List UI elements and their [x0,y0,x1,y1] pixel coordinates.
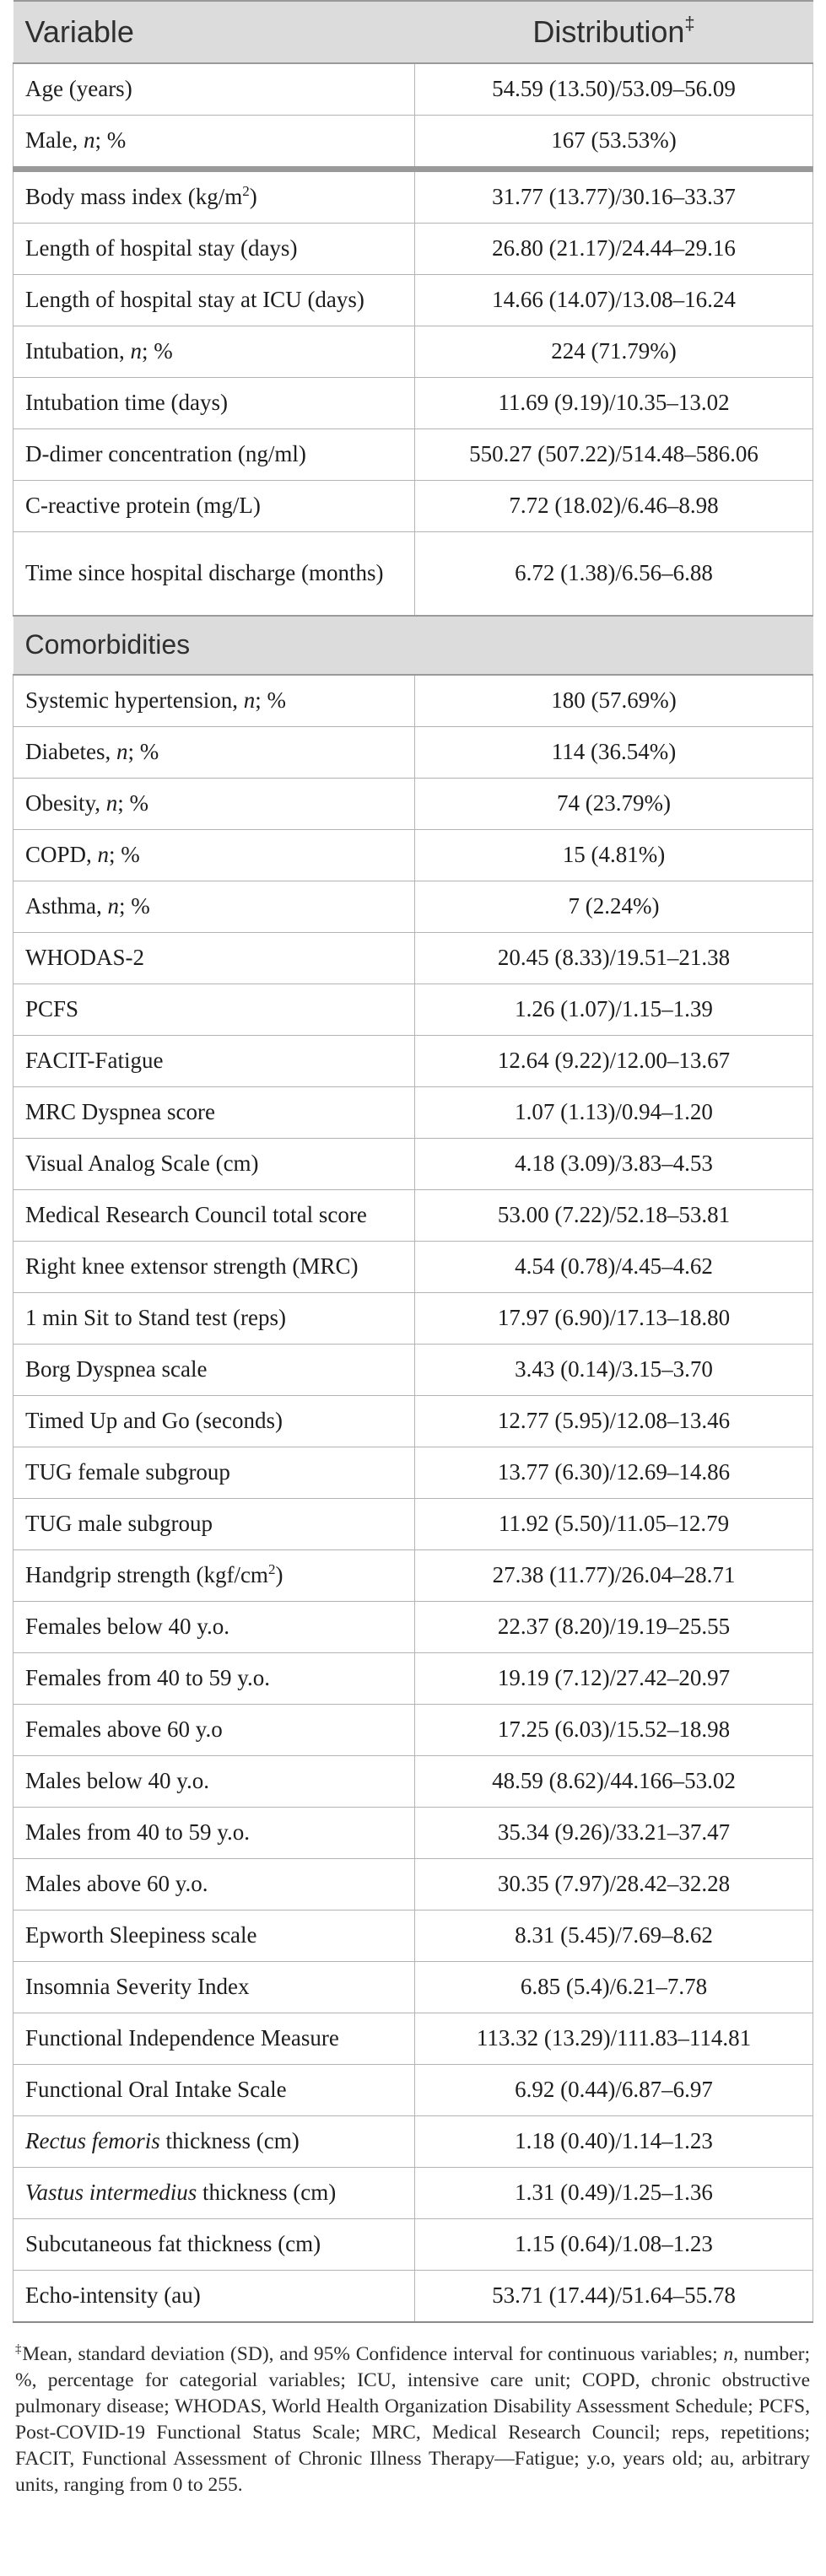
variable-name: Body mass index (kg/m [25,184,243,210]
footnote-n: n [723,2342,734,2365]
table-row [13,1447,813,1499]
variable-name: Functional Oral Intake Scale [25,2077,287,2103]
variable-name: Intubation time (days) [25,390,228,416]
footnote-mark: ‡ [684,13,695,34]
column-header-distribution [415,1,813,63]
variable-name: Males from 40 to 59 y.o. [25,1819,250,1846]
table-row [13,1859,813,1910]
table-row [13,1705,813,1756]
variable-name: Male, [25,127,84,154]
distribution-cell: 4.54 (0.78)/4.45–4.62 [415,1242,813,1293]
variable-name: Intubation, [25,338,131,364]
distribution-cell: 48.59 (8.62)/44.166–53.02 [415,1756,813,1808]
table-row [13,2219,813,2271]
section-heading-comorbidities: Comorbidities [13,616,813,675]
distribution-cell: 74 (23.79%) [415,779,813,830]
table-row [13,1808,813,1859]
table-row [13,933,813,984]
variable-unit-italic: n [97,842,110,868]
variable-cell [13,1756,415,1808]
distribution-cell: 53.71 (17.44)/51.64–55.78 [415,2271,813,2323]
variable-name: C-reactive protein (mg/L) [25,493,261,519]
table-row [13,378,813,429]
distribution-cell: 550.27 (507.22)/514.48–586.06 [415,429,813,481]
table-row [13,224,813,275]
variable-cell [13,2219,415,2271]
distribution-cell: 1.31 (0.49)/1.25–1.36 [415,2168,813,2219]
variable-unit-italic: n [130,338,142,364]
distribution-cell: 30.35 (7.97)/28.42–32.28 [415,1859,813,1910]
variable-name: FACIT-Fatigue [25,1048,164,1074]
data-table [13,0,813,2323]
variable-cell [13,984,415,1036]
header-row [13,1,813,63]
table-row [13,116,813,170]
variable-unit-suffix: ; % [94,127,127,154]
table-row [13,830,813,881]
variable-unit-suffix: ; % [119,893,150,919]
table-row [13,1087,813,1139]
table-row [13,1190,813,1242]
table-row [13,275,813,326]
variable-name: Females below 40 y.o. [25,1614,229,1640]
table-row [13,2271,813,2323]
distribution-cell: 11.92 (5.50)/11.05–12.79 [415,1499,813,1550]
variable-name: Visual Analog Scale (cm) [25,1151,259,1177]
variable-unit-italic: n [83,127,95,154]
distribution-cell: 22.37 (8.20)/19.19–25.55 [415,1602,813,1653]
distribution-cell: 53.00 (7.22)/52.18–53.81 [415,1190,813,1242]
variable-cell [13,1808,415,1859]
variable-cell [13,2116,415,2168]
variable-cell [13,2013,415,2065]
distribution-cell: 6.85 (5.4)/6.21–7.78 [415,1962,813,2013]
variable-name: Diabetes, [25,739,116,765]
distribution-cell: 1.18 (0.40)/1.14–1.23 [415,2116,813,2168]
variable-name: MRC Dyspnea score [25,1099,215,1125]
distribution-cell: 20.45 (8.33)/19.51–21.38 [415,933,813,984]
table-row [13,1550,813,1602]
variable-name: Timed Up and Go (seconds) [25,1408,283,1434]
variable-cell [13,1550,415,1602]
variable-cell [13,933,415,984]
variable-name: Males above 60 y.o. [25,1871,208,1897]
variable-name-italic: Rectus femoris [25,2128,160,2154]
footnote-text-1: Mean, standard deviation (SD), and 95% Confidence interval for continuous variables; [22,2342,724,2365]
distribution-cell: 26.80 (21.17)/24.44–29.16 [415,224,813,275]
variable-cell [13,1705,415,1756]
variable-unit-suffix: ) [275,1562,283,1588]
variable-unit-suffix: ; % [141,338,173,364]
variable-name: D-dimer concentration (ng/ml) [25,441,306,467]
variable-cell [13,532,415,617]
table-row [13,2116,813,2168]
variable-unit-suffix: ; % [255,687,286,714]
variable-cell [13,1293,415,1345]
table-row [13,779,813,830]
variable-name: Asthma, [25,893,108,919]
distribution-cell: 31.77 (13.77)/30.16–33.37 [415,170,813,224]
variable-cell [13,881,415,933]
variable-name: Right knee extensor strength (MRC) [25,1253,359,1280]
distribution-cell: 114 (36.54%) [415,727,813,779]
footnote [13,2336,813,2498]
table-row [13,170,813,224]
variable-cell [13,224,415,275]
variable-name: 1 min Sit to Stand test (reps) [25,1305,286,1331]
distribution-cell: 17.25 (6.03)/15.52–18.98 [415,1705,813,1756]
variable-cell [13,1602,415,1653]
variable-name: Time since hospital discharge (months) [25,560,384,586]
variable-unit-italic: n [243,687,256,714]
distribution-cell: 224 (71.79%) [415,326,813,378]
table-row [13,1036,813,1087]
variable-cell [13,1036,415,1087]
variable-name: PCFS [25,996,79,1022]
table-row [13,984,813,1036]
variable-unit-suffix: ; % [117,790,148,816]
variable-unit-superscript: 2 [242,183,250,200]
table-row [13,1653,813,1705]
variable-cell [13,1190,415,1242]
distribution-cell: 1.26 (1.07)/1.15–1.39 [415,984,813,1036]
variable-cell [13,63,415,116]
table-row [13,2013,813,2065]
table-container [13,0,813,2518]
distribution-cell: 27.38 (11.77)/26.04–28.71 [415,1550,813,1602]
distribution-cell: 11.69 (9.19)/10.35–13.02 [415,378,813,429]
table-row [13,1602,813,1653]
distribution-cell: 54.59 (13.50)/53.09–56.09 [415,63,813,116]
variable-cell [13,1139,415,1190]
variable-cell [13,481,415,532]
variable-name: Age (years) [25,76,132,102]
variable-name: Functional Independence Measure [25,2025,339,2051]
variable-name: Females above 60 y.o [25,1716,223,1743]
variable-name: Length of hospital stay (days) [25,235,298,261]
variable-unit-superscript: 2 [267,1561,276,1578]
table-row [13,675,813,727]
table-row [13,1499,813,1550]
variable-cell [13,830,415,881]
variable-name: thickness (cm) [159,2128,300,2154]
variable-cell [13,116,415,170]
distribution-cell: 1.07 (1.13)/0.94–1.20 [415,1087,813,1139]
table-row [13,727,813,779]
section-row [13,616,813,675]
variable-cell [13,1859,415,1910]
variable-cell [13,170,415,224]
variable-unit-suffix: ; % [109,842,140,868]
distribution-cell: 3.43 (0.14)/3.15–3.70 [415,1345,813,1396]
variable-unit-italic: n [107,893,119,919]
distribution-cell: 1.15 (0.64)/1.08–1.23 [415,2219,813,2271]
table-row [13,1242,813,1293]
variable-name: Systemic hypertension, [25,687,244,714]
table-row [13,326,813,378]
footnote-symbol: ‡ [15,2342,23,2356]
variable-name: WHODAS-2 [25,945,144,971]
variable-unit-suffix: ) [249,184,257,210]
column-header-distribution-label: Distribution [532,14,685,49]
variable-cell [13,2271,415,2323]
variable-cell [13,2168,415,2219]
distribution-cell: 4.18 (3.09)/3.83–4.53 [415,1139,813,1190]
variable-name: Epworth Sleepiness scale [25,1922,257,1948]
variable-name: TUG female subgroup [25,1459,230,1485]
distribution-cell: 19.19 (7.12)/27.42–20.97 [415,1653,813,1705]
variable-cell [13,1447,415,1499]
variable-cell [13,727,415,779]
variable-name: Echo-intensity (au) [25,2282,201,2309]
variable-unit-italic: n [116,739,128,765]
variable-cell [13,675,415,727]
column-header-variable: Variable [13,1,415,63]
variable-name: Length of hospital stay at ICU (days) [25,287,364,313]
distribution-cell: 6.72 (1.38)/6.56–6.88 [415,532,813,617]
distribution-cell: 6.92 (0.44)/6.87–6.97 [415,2065,813,2116]
table-row [13,1293,813,1345]
table-row [13,532,813,617]
footnote-text-2: , number; %, percentage for categorial variables; ICU, intensive care unit; COPD, chronic obstructive pulmonary disease; WHODAS, World Health Organization Disability Assessment Schedule; PCFS, Post-COVID-19 Functional Status Scale; MRC, Medical Research Council; reps, repetitions; FACIT, Functional Assessment of Chronic Illness Therapy—Fatigue; y.o, years old; au, arbitrary units, ranging from 0 to 255. [15,2342,810,2496]
table-row [13,881,813,933]
table-row [13,1139,813,1190]
variable-name: TUG male subgroup [25,1511,213,1537]
variable-cell [13,1962,415,2013]
variable-name: Males below 40 y.o. [25,1768,209,1794]
table-row [13,1962,813,2013]
variable-cell [13,1653,415,1705]
variable-unit-suffix: ; % [127,739,159,765]
variable-cell [13,1087,415,1139]
variable-name: Females from 40 to 59 y.o. [25,1665,270,1691]
variable-name: Borg Dyspnea scale [25,1356,208,1382]
table-row [13,2168,813,2219]
table-body [13,63,813,2322]
distribution-cell: 7.72 (18.02)/6.46–8.98 [415,481,813,532]
table-row [13,2065,813,2116]
table-row [13,429,813,481]
variable-cell [13,378,415,429]
variable-cell [13,2065,415,2116]
variable-cell [13,429,415,481]
variable-cell [13,326,415,378]
distribution-cell: 15 (4.81%) [415,830,813,881]
distribution-cell: 17.97 (6.90)/17.13–18.80 [415,1293,813,1345]
variable-name: COPD, [25,842,98,868]
distribution-cell: 13.77 (6.30)/12.69–14.86 [415,1447,813,1499]
distribution-cell: 8.31 (5.45)/7.69–8.62 [415,1910,813,1962]
variable-name: Medical Research Council total score [25,1202,367,1228]
variable-name: Subcutaneous fat thickness (cm) [25,2231,321,2257]
variable-name: Insomnia Severity Index [25,1974,250,2000]
variable-name-italic: Vastus intermedius [25,2180,197,2206]
distribution-cell: 113.32 (13.29)/111.83–114.81 [415,2013,813,2065]
table-row [13,63,813,116]
variable-cell [13,779,415,830]
variable-cell [13,1345,415,1396]
table-row [13,1756,813,1808]
distribution-cell: 35.34 (9.26)/33.21–37.47 [415,1808,813,1859]
variable-cell [13,1499,415,1550]
variable-name: thickness (cm) [197,2180,337,2206]
table-row [13,1910,813,1962]
distribution-cell: 180 (57.69%) [415,675,813,727]
variable-cell [13,1396,415,1447]
table-row [13,481,813,532]
distribution-cell: 7 (2.24%) [415,881,813,933]
distribution-cell: 167 (53.53%) [415,116,813,170]
variable-name: Handgrip strength (kgf/cm [25,1562,268,1588]
variable-cell [13,1910,415,1962]
distribution-cell: 12.64 (9.22)/12.00–13.67 [415,1036,813,1087]
variable-cell [13,1242,415,1293]
table-row [13,1345,813,1396]
distribution-cell: 14.66 (14.07)/13.08–16.24 [415,275,813,326]
variable-name: Obesity, [25,790,106,816]
distribution-cell: 12.77 (5.95)/12.08–13.46 [415,1396,813,1447]
variable-unit-italic: n [105,790,118,816]
table-row [13,1396,813,1447]
variable-cell [13,275,415,326]
